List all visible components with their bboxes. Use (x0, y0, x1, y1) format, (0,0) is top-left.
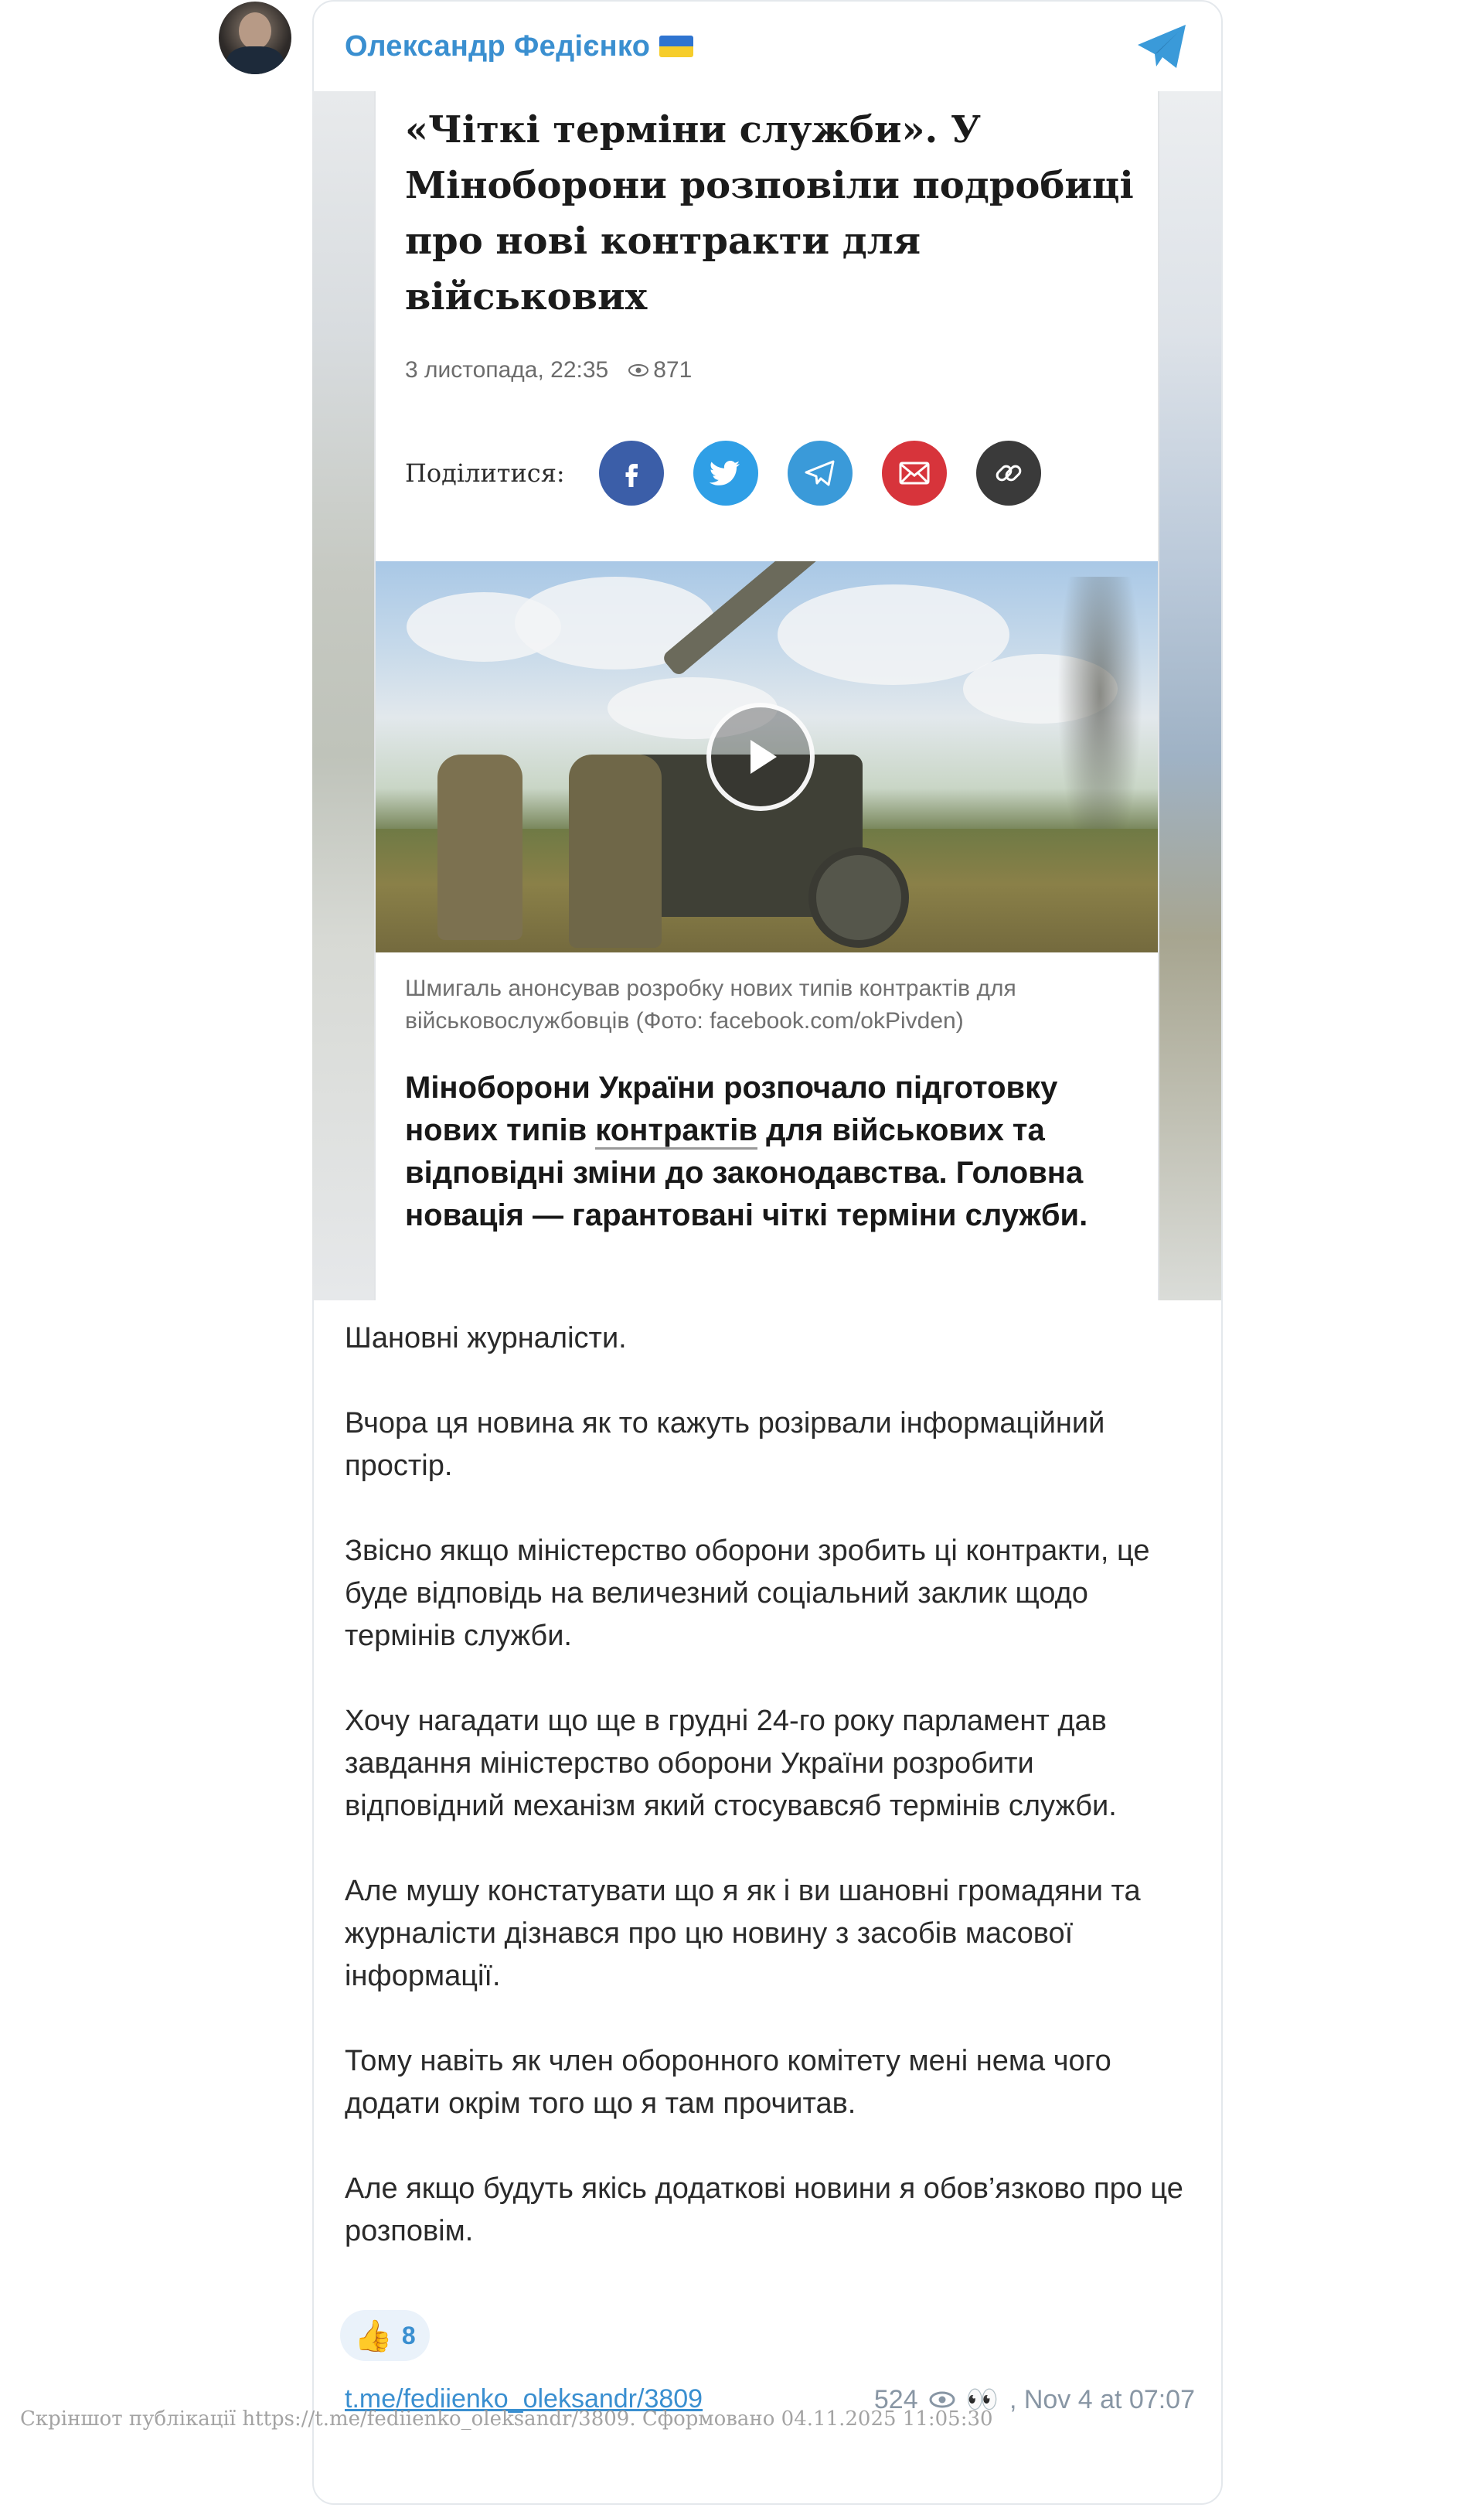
article-panel (376, 91, 1158, 1300)
ukraine-flag-icon (659, 36, 693, 57)
blur-edge-left (312, 91, 374, 1300)
telegram-share-button[interactable] (788, 441, 853, 506)
mail-icon (899, 462, 930, 485)
reaction-thumbs-up[interactable] (340, 2310, 430, 2361)
post-paragraph: Звісно якщо міністерство оборони зробить ці контракти, це буде відповідь на величезний соціальний заклик щодо термінів служби. (345, 1535, 1150, 1652)
screenshot-watermark: Скріншот публікації https://t.me/fediienko_oleksandr/3809. Сформовано 04.11.2025 11:05:30 (20, 2407, 993, 2431)
play-button[interactable] (706, 703, 815, 811)
photo-caption: Шмигаль анонсував розробку нових типів контрактів для військовослужбовців (Фото: facebook.com/okPivden) (405, 976, 1016, 1034)
post-paragraph: Але мушу констатувати що я як і ви шановні громадяни та журналісти дізнався про цю новину з засобів масової інформації. (345, 1875, 1141, 1992)
play-icon (751, 740, 777, 774)
facebook-icon (616, 458, 647, 489)
post-paragraph: Але якщо будуть якісь додаткові новини я обов’язково про це розповім. (345, 2172, 1183, 2247)
lead-link-contracts[interactable]: контрактів (595, 1113, 757, 1150)
author-avatar[interactable] (219, 2, 291, 74)
article-lead (405, 1067, 1147, 1237)
article-meta (405, 357, 692, 383)
twitter-share-button[interactable] (693, 441, 758, 506)
post-paragraph: Вчора ця новина як то кажуть розірвали інформаційний простір. (345, 1407, 1105, 1482)
thumbs-up-icon: 👍 (354, 2319, 393, 2353)
author-name[interactable]: Олександр Федієнко (345, 29, 651, 63)
eye-icon (929, 2391, 955, 2408)
post-views-count: 524 (873, 2384, 918, 2414)
eye-icon (628, 364, 648, 376)
post-paragraph: Тому навіть як член оборонного комітету мені нема чого додати окрім того що я там прочитав. (345, 2045, 1111, 2120)
post-header (345, 23, 693, 70)
copy-link-button[interactable] (976, 441, 1041, 506)
article-views-count: 871 (653, 357, 693, 383)
article-screenshot[interactable] (312, 91, 1221, 1300)
article-video-thumbnail[interactable] (376, 561, 1158, 952)
blur-edge-right (1159, 91, 1221, 1300)
telegram-icon (805, 459, 836, 487)
eyes-icon: 👀 (965, 2385, 999, 2414)
telegram-icon[interactable] (1135, 22, 1190, 71)
twitter-icon (709, 458, 743, 489)
article-views (628, 357, 692, 383)
post-link[interactable]: t.me/fediienko_oleksandr/3809 (345, 2384, 703, 2414)
email-share-button[interactable] (882, 441, 947, 506)
share-row (405, 441, 1070, 506)
post-paragraph: Шановні журналісти. (345, 1322, 627, 1354)
post-text (345, 1317, 1195, 2295)
lead-text-start: Міноборони України розпочало підготовку нових типів (405, 1071, 1058, 1147)
reaction-count: 8 (401, 2321, 416, 2349)
post-date: , Nov 4 at 07:07 (1009, 2384, 1195, 2414)
post-paragraph: Хочу нагадати що ще в грудні 24-го року парламент дав завдання міністерство оборони України розробити відповідний механізм який стосувавсяб термінів служби. (345, 1705, 1117, 1822)
facebook-share-button[interactable] (599, 441, 664, 506)
article-date: 3 листопада, 22:35 (405, 357, 609, 383)
lead-text-end: для військових та відповідні зміни до законодавства. Головна новація — гарантовані чіткі терміни служби. (405, 1113, 1088, 1232)
article-title: «Чіткі терміни служби». У Міноборони розповіли подробиці про нові контракти для військових (405, 108, 1134, 319)
share-label: Поділитися: (405, 458, 565, 488)
link-icon (993, 458, 1024, 489)
